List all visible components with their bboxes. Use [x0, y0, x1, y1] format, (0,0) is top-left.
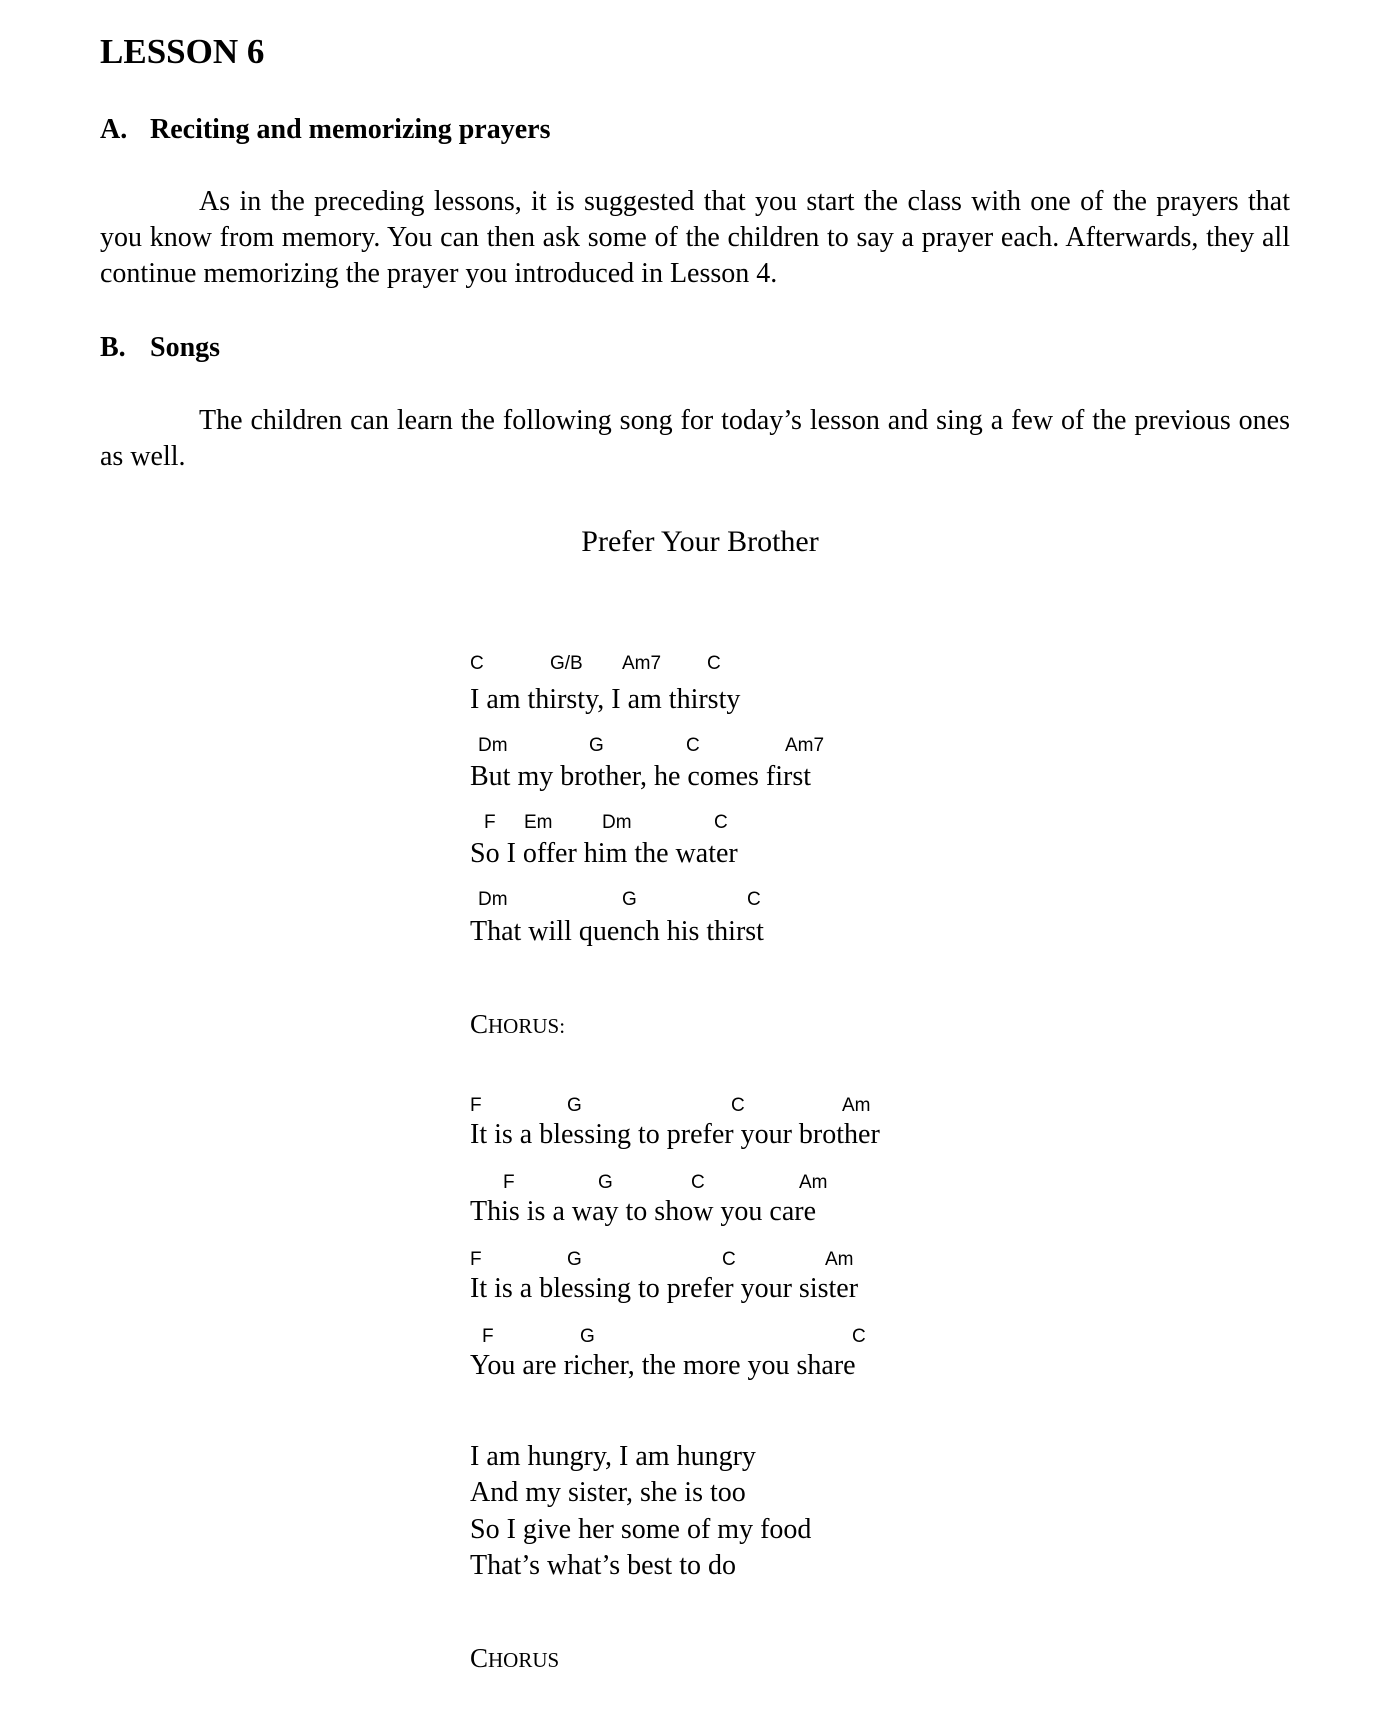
- section-b-heading: [100, 332, 220, 364]
- chorus-label-initial: C: [470, 1009, 489, 1039]
- section-b-paragraph-text: The children can learn the following song for today’s lesson and sing a few of the previous ones as well.: [100, 405, 1290, 472]
- section-a-paragraph: [100, 184, 1290, 292]
- song-title: Prefer Your Brother: [581, 525, 819, 558]
- lyric-line: So I give her some of my food: [470, 1514, 812, 1545]
- chord: C: [852, 1326, 866, 1347]
- section-b-paragraph: [100, 403, 1290, 475]
- chord: Dm: [478, 889, 508, 910]
- lyric-line: This is a way to show you care: [470, 1196, 817, 1227]
- lyric-line: I am thirsty, I am thirsty: [470, 684, 741, 715]
- section-a-letter: A.: [100, 114, 128, 145]
- chorus-label: [470, 1009, 565, 1040]
- chord: C: [686, 735, 700, 756]
- lyric-line: That will quench his thirst: [470, 916, 764, 947]
- section-b-title: Songs: [150, 332, 221, 363]
- chorus-label: [470, 1643, 559, 1674]
- chord: Dm: [478, 735, 508, 756]
- section-a-title: Reciting and memorizing prayers: [150, 114, 551, 145]
- lyric-line: I am hungry, I am hungry: [470, 1441, 756, 1472]
- chord: G: [567, 1249, 582, 1270]
- chord: Am: [842, 1095, 871, 1116]
- chord: Am: [799, 1172, 828, 1193]
- chord: G: [580, 1326, 595, 1347]
- lyric-line: So I offer him the water: [470, 838, 738, 869]
- lyric-line: You are richer, the more you share: [470, 1350, 856, 1381]
- chord: F: [470, 1249, 482, 1270]
- lyric-line: It is a blessing to prefer your sister: [470, 1273, 859, 1304]
- chord: G: [589, 735, 604, 756]
- lyric-line: But my brother, he comes first: [470, 761, 812, 792]
- lyric-line: That’s what’s best to do: [470, 1550, 736, 1581]
- chord: G: [598, 1172, 613, 1193]
- chord: C: [747, 889, 761, 910]
- chorus-label-rest: HORUS:: [488, 1014, 566, 1038]
- chord: C: [714, 812, 728, 833]
- chord: G: [622, 889, 637, 910]
- chord: C: [470, 653, 484, 674]
- chord: Am: [825, 1249, 854, 1270]
- chord: F: [470, 1095, 482, 1116]
- chorus-label-rest: HORUS: [488, 1648, 560, 1672]
- chord: C: [707, 653, 721, 674]
- chord: G: [567, 1095, 582, 1116]
- chord: F: [503, 1172, 515, 1193]
- section-a-heading: [100, 114, 551, 146]
- lyric-line: It is a blessing to prefer your brother: [470, 1119, 880, 1150]
- chord: G/B: [550, 653, 583, 674]
- lyric-line: And my sister, she is too: [470, 1477, 746, 1508]
- chord: C: [722, 1249, 736, 1270]
- chorus-label-initial: C: [470, 1643, 489, 1673]
- chord: C: [691, 1172, 705, 1193]
- chord: Dm: [602, 812, 632, 833]
- section-a-paragraph-text: As in the preceding lessons, it is suggested that you start the class with one of the prayers that you know from memory. You can then ask some of the children to say a prayer each. Afterwards, they all continue memorizing the prayer you introduced in Lesson 4.: [100, 186, 1290, 289]
- chord: C: [731, 1095, 745, 1116]
- chord: Am7: [622, 653, 662, 674]
- chord: Em: [524, 812, 553, 833]
- chord: F: [484, 812, 496, 833]
- lesson-title: LESSON 6: [100, 32, 265, 71]
- section-b-letter: B.: [100, 332, 126, 363]
- chord: F: [482, 1326, 494, 1347]
- chord: Am7: [785, 735, 825, 756]
